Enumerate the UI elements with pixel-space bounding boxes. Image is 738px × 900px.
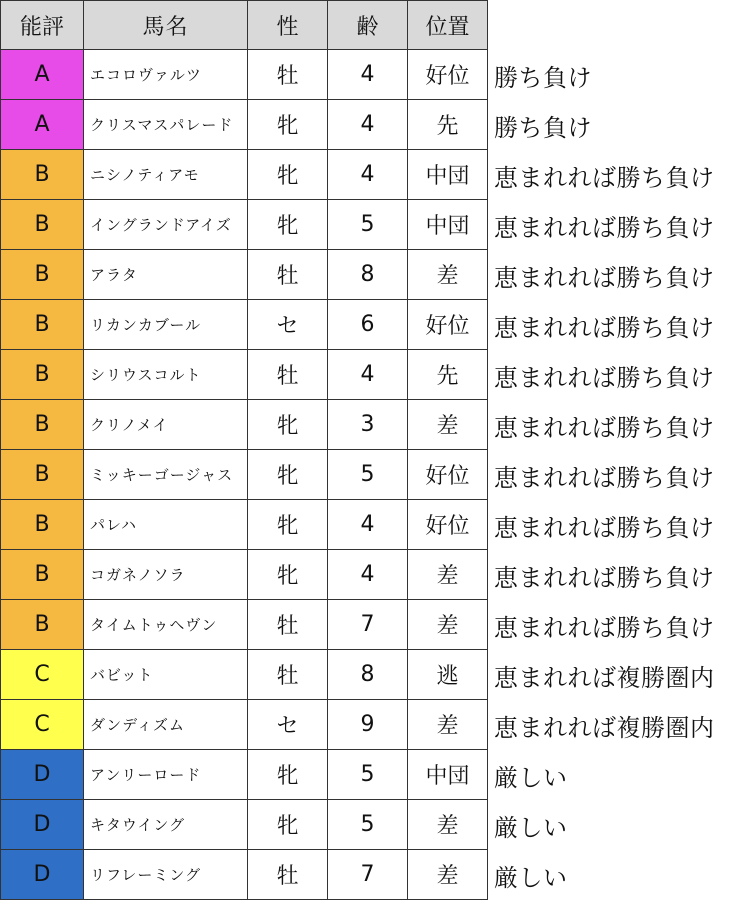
horse-name-cell[interactable]: ミッキーゴージャス xyxy=(84,450,248,500)
rank-cell[interactable]: B xyxy=(0,200,84,250)
comment-cell[interactable]: 恵まれれば勝ち負け xyxy=(494,263,715,292)
rank-cell[interactable]: B xyxy=(0,350,84,400)
comment-cell[interactable]: 厳しい xyxy=(494,863,568,892)
sex-cell[interactable]: 牝 xyxy=(248,150,328,200)
table-row xyxy=(0,150,738,200)
comment-cell[interactable]: 恵まれれば勝ち負け xyxy=(494,613,715,642)
position-cell[interactable]: 好位 xyxy=(408,450,488,500)
sex-cell[interactable]: セ xyxy=(248,700,328,750)
age-cell[interactable]: 4 xyxy=(328,150,408,200)
table-row xyxy=(0,700,738,750)
position-cell[interactable]: 中団 xyxy=(408,750,488,800)
horse-name-cell[interactable]: バビット xyxy=(84,650,248,700)
rank-cell[interactable]: A xyxy=(0,50,84,100)
sex-cell[interactable]: 牝 xyxy=(248,450,328,500)
age-cell[interactable]: 9 xyxy=(328,700,408,750)
rank-cell[interactable]: B xyxy=(0,600,84,650)
position-cell[interactable]: 差 xyxy=(408,700,488,750)
comment-cell[interactable]: 恵まれれば勝ち負け xyxy=(494,413,715,442)
rank-cell[interactable]: D xyxy=(0,750,84,800)
comment-cell[interactable]: 恵まれれば複勝圏内 xyxy=(494,663,715,692)
sex-cell[interactable]: 牡 xyxy=(248,250,328,300)
sex-cell[interactable]: 牝 xyxy=(248,100,328,150)
comment-cell[interactable]: 恵まれれば勝ち負け xyxy=(494,463,715,492)
position-cell[interactable]: 好位 xyxy=(408,50,488,100)
position-cell[interactable]: 先 xyxy=(408,350,488,400)
position-cell[interactable]: 差 xyxy=(408,600,488,650)
comment-cell[interactable]: 勝ち負け xyxy=(494,113,592,142)
horse-name-cell[interactable]: アンリーロード xyxy=(84,750,248,800)
age-cell[interactable]: 5 xyxy=(328,450,408,500)
age-cell[interactable]: 4 xyxy=(328,50,408,100)
comment-cell[interactable]: 厳しい xyxy=(494,813,568,842)
horse-name-cell[interactable]: ダンディズム xyxy=(84,700,248,750)
horse-name-cell[interactable]: リカンカブール xyxy=(84,300,248,350)
sex-cell[interactable]: セ xyxy=(248,300,328,350)
table-row xyxy=(0,650,738,700)
horse-name-cell[interactable]: パレハ xyxy=(84,500,248,550)
age-cell[interactable]: 6 xyxy=(328,300,408,350)
table-row xyxy=(0,250,738,300)
comment-cell[interactable]: 勝ち負け xyxy=(494,63,592,92)
sex-cell[interactable]: 牝 xyxy=(248,400,328,450)
rank-cell[interactable]: D xyxy=(0,850,84,900)
rank-cell[interactable]: B xyxy=(0,300,84,350)
position-cell[interactable]: 逃 xyxy=(408,650,488,700)
position-cell[interactable]: 中団 xyxy=(408,200,488,250)
sex-cell[interactable]: 牝 xyxy=(248,750,328,800)
comment-cell[interactable]: 恵まれれば勝ち負け xyxy=(494,363,715,392)
age-cell[interactable]: 8 xyxy=(328,650,408,700)
table-row xyxy=(0,850,738,900)
sex-cell[interactable]: 牝 xyxy=(248,550,328,600)
age-cell[interactable]: 3 xyxy=(328,400,408,450)
table-row xyxy=(0,100,738,150)
table-row xyxy=(0,200,738,250)
horse-name-cell[interactable]: エコロヴァルツ xyxy=(84,50,248,100)
header-comment-blank xyxy=(488,0,738,50)
comment-cell[interactable]: 恵まれれば勝ち負け xyxy=(494,313,715,342)
header-sex[interactable]: 性 xyxy=(248,0,328,50)
comment-cell[interactable]: 恵まれれば勝ち負け xyxy=(494,163,715,192)
age-cell[interactable]: 5 xyxy=(328,200,408,250)
age-cell[interactable]: 4 xyxy=(328,100,408,150)
horse-name-cell[interactable]: クリノメイ xyxy=(84,400,248,450)
horse-name-cell[interactable]: コガネノソラ xyxy=(84,550,248,600)
horse-name-cell[interactable]: クリスマスパレード xyxy=(84,100,248,150)
comment-cell[interactable]: 恵まれれば勝ち負け xyxy=(494,513,715,542)
position-cell[interactable]: 差 xyxy=(408,400,488,450)
header-horse-name[interactable]: 馬名 xyxy=(84,0,248,50)
sex-cell[interactable]: 牝 xyxy=(248,200,328,250)
position-cell[interactable]: 差 xyxy=(408,250,488,300)
position-cell[interactable]: 好位 xyxy=(408,500,488,550)
rank-cell[interactable]: B xyxy=(0,250,84,300)
header-row xyxy=(0,0,738,50)
sex-cell[interactable]: 牡 xyxy=(248,600,328,650)
sex-cell[interactable]: 牝 xyxy=(248,800,328,850)
horse-name-cell[interactable]: シリウスコルト xyxy=(84,350,248,400)
horse-name-cell[interactable]: キタウイング xyxy=(84,800,248,850)
horse-name-cell[interactable]: イングランドアイズ xyxy=(84,200,248,250)
rank-cell[interactable]: B xyxy=(0,500,84,550)
table-row xyxy=(0,550,738,600)
sex-cell[interactable]: 牡 xyxy=(248,50,328,100)
age-cell[interactable]: 5 xyxy=(328,800,408,850)
rank-cell[interactable]: B xyxy=(0,550,84,600)
header-position[interactable]: 位置 xyxy=(408,0,488,50)
table-row xyxy=(0,800,738,850)
rank-cell[interactable]: B xyxy=(0,400,84,450)
rank-cell[interactable]: B xyxy=(0,150,84,200)
age-cell[interactable]: 7 xyxy=(328,850,408,900)
position-cell[interactable]: 好位 xyxy=(408,300,488,350)
table-row xyxy=(0,500,738,550)
table-row xyxy=(0,750,738,800)
rank-cell[interactable]: C xyxy=(0,650,84,700)
position-cell[interactable]: 先 xyxy=(408,100,488,150)
header-rank[interactable]: 能評 xyxy=(0,0,84,50)
age-cell[interactable]: 4 xyxy=(328,500,408,550)
age-cell[interactable]: 4 xyxy=(328,550,408,600)
comment-cell[interactable]: 厳しい xyxy=(494,763,568,792)
position-cell[interactable]: 差 xyxy=(408,850,488,900)
rank-cell[interactable]: D xyxy=(0,800,84,850)
comment-cell[interactable]: 恵まれれば複勝圏内 xyxy=(494,713,715,742)
age-cell[interactable]: 4 xyxy=(328,350,408,400)
age-cell[interactable]: 8 xyxy=(328,250,408,300)
sex-cell[interactable]: 牡 xyxy=(248,350,328,400)
table-row xyxy=(0,600,738,650)
horse-name-cell[interactable]: リフレーミング xyxy=(84,850,248,900)
table-row xyxy=(0,300,738,350)
table-row xyxy=(0,350,738,400)
rank-cell[interactable]: A xyxy=(0,100,84,150)
table-row xyxy=(0,50,738,100)
position-cell[interactable]: 中団 xyxy=(408,150,488,200)
horse-name-cell[interactable]: ニシノティアモ xyxy=(84,150,248,200)
table-row xyxy=(0,400,738,450)
sex-cell[interactable]: 牡 xyxy=(248,650,328,700)
horse-name-cell[interactable]: タイムトゥヘヴン xyxy=(84,600,248,650)
table-row xyxy=(0,450,738,500)
rank-cell[interactable]: B xyxy=(0,450,84,500)
position-cell[interactable]: 差 xyxy=(408,800,488,850)
position-cell[interactable]: 差 xyxy=(408,550,488,600)
header-age[interactable]: 齢 xyxy=(328,0,408,50)
age-cell[interactable]: 5 xyxy=(328,750,408,800)
age-cell[interactable]: 7 xyxy=(328,600,408,650)
comment-cell[interactable]: 恵まれれば勝ち負け xyxy=(494,563,715,592)
sex-cell[interactable]: 牝 xyxy=(248,500,328,550)
rank-cell[interactable]: C xyxy=(0,700,84,750)
comment-cell[interactable]: 恵まれれば勝ち負け xyxy=(494,213,715,242)
sex-cell[interactable]: 牡 xyxy=(248,850,328,900)
horse-name-cell[interactable]: アラタ xyxy=(84,250,248,300)
